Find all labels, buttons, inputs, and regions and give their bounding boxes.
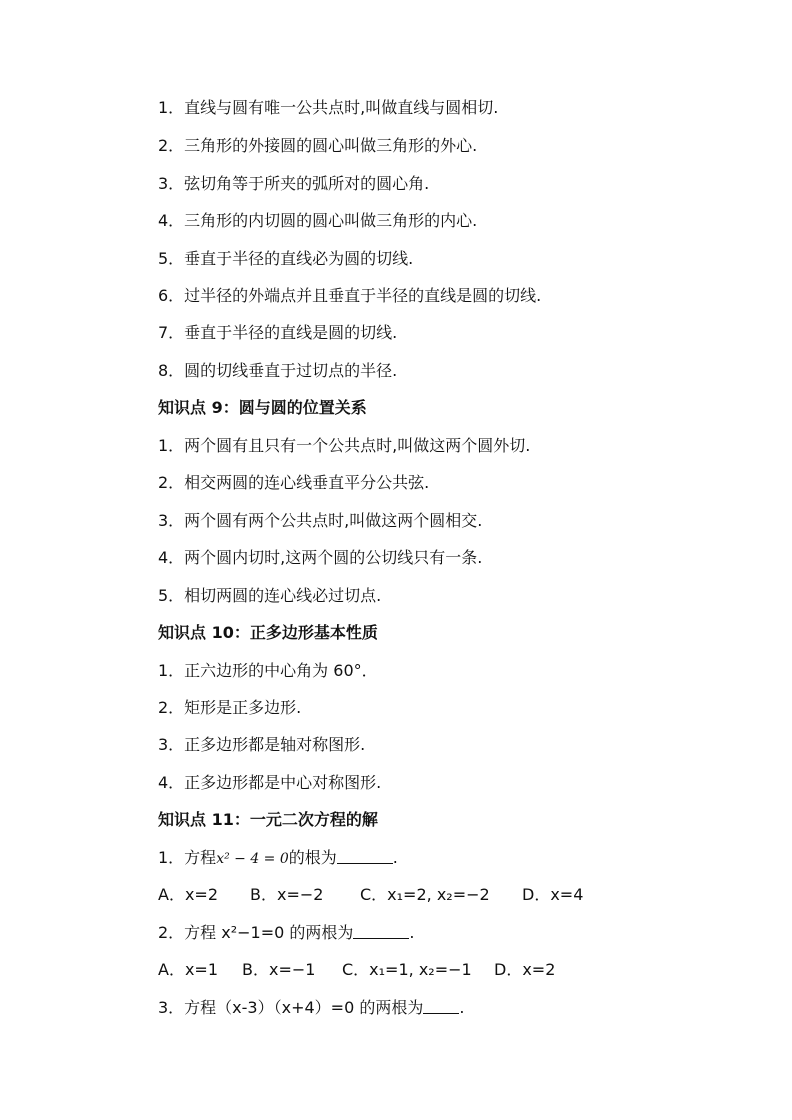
statement-8-4: 4．三角形的内切圆的圆心叫做三角形的内心. [158,211,478,230]
option-d[interactable]: D．x=4 [522,885,584,904]
statement-10-2: 2．矩形是正多边形. [158,698,302,717]
question-11-3-prefix: 3．方程（x-3）（x+4）=0 的两根为 [158,998,424,1017]
section-9-heading: 知识点 9：圆与圆的位置关系 [158,398,367,417]
option-b[interactable]: B．x=−1 [242,960,316,979]
question-11-1-end: . [392,848,398,867]
statement-8-5: 5．垂直于半径的直线必为圆的切线. [158,249,414,268]
answer-blank[interactable] [337,848,393,864]
option-c[interactable]: C．x₁=2, x₂=−2 [360,885,490,904]
question-11-1-prefix: 1．方程 [158,848,217,867]
option-b[interactable]: B．x=−2 [250,885,324,904]
section-11-heading: 知识点 11：一元二次方程的解 [158,810,378,829]
statement-10-3: 3．正多边形都是轴对称图形. [158,735,366,754]
statement-8-8: 8．圆的切线垂直于过切点的半径. [158,361,398,380]
question-11-2-prefix: 2．方程 x²−1=0 的两根为 [158,923,354,942]
question-11-2-end: . [409,923,415,942]
question-11-2 [158,922,415,944]
statement-9-5: 5．相切两圆的连心线必过切点. [158,586,382,605]
statement-9-1: 1．两个圆有且只有一个公共点时,叫做这两个圆外切. [158,436,531,455]
answer-blank[interactable] [423,998,459,1014]
option-c[interactable]: C．x₁=1, x₂=−1 [342,960,472,979]
question-11-1 [158,847,398,870]
option-a[interactable]: A．x=2 [158,885,219,904]
question-11-3-end: . [459,998,465,1017]
statement-9-4: 4．两个圆内切时,这两个圆的公切线只有一条. [158,548,483,567]
statement-8-6: 6．过半径的外端点并且垂直于半径的直线是圆的切线. [158,286,542,305]
question-11-3 [158,997,464,1019]
question-11-1-suffix: 的根为 [288,848,337,867]
statement-8-3: 3．弦切角等于所夹的弧所对的圆心角. [158,174,430,193]
question-11-1-options [158,884,658,906]
statement-9-3: 3．两个圆有两个公共点时,叫做这两个圆相交. [158,511,483,530]
question-11-1-equation: x² − 4 = 0 [216,851,289,867]
statement-8-1: 1．直线与圆有唯一公共点时,叫做直线与圆相切. [158,98,499,117]
statement-9-2: 2．相交两圆的连心线垂直平分公共弦. [158,473,430,492]
option-d[interactable]: D．x=2 [494,960,556,979]
answer-blank[interactable] [353,923,409,939]
section-10-heading: 知识点 10：正多边形基本性质 [158,623,378,642]
statement-10-4: 4．正多边形都是中心对称图形. [158,773,382,792]
statement-10-1: 1．正六边形的中心角为 60°． [158,661,378,680]
statement-8-2: 2．三角形的外接圆的圆心叫做三角形的外心. [158,136,478,155]
question-11-2-options [158,959,658,981]
statement-8-7: 7．垂直于半径的直线是圆的切线. [158,323,398,342]
option-a[interactable]: A．x=1 [158,960,219,979]
